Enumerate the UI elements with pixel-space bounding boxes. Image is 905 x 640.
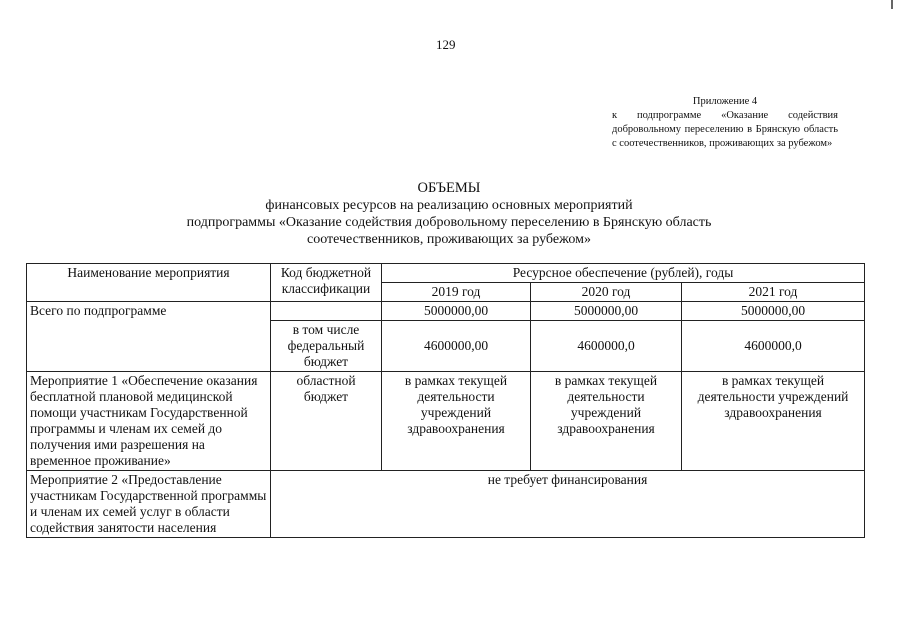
document-heading [150,180,748,248]
appendix-text: к подпрограмме «Оказание содействия добровольному переселению в Брянскую область с соотечественников, проживающих за рубежом» [612,110,838,149]
heading-line-3: соотечественников, проживающих за рубежом» [307,232,591,247]
header-year-2021: 2021 год [682,283,865,302]
page-number: 129 [436,37,456,52]
table-row [27,471,865,538]
appendix-note [612,95,838,151]
federal-2019: 4600000,00 [382,321,531,372]
total-2020: 5000000,00 [531,302,682,321]
total-code [271,302,382,321]
scan-artifact [891,0,893,9]
measure-1-2021: в рамках текущей деятельности учреждений здравоохранения [682,372,865,471]
measure-1-name: Мероприятие 1 «Обеспечение оказания бесплатной плановой медицинской помощи участникам Государственной программы и членам их семей до получения ими разрешения на временное проживание» [27,372,271,471]
table-row [27,302,865,321]
total-2019: 5000000,00 [382,302,531,321]
header-name: Наименование мероприятия [27,264,271,302]
total-2021: 5000000,00 [682,302,865,321]
total-label: Всего по подпрограмме [27,302,271,372]
header-code: Код бюджетной классификации [271,264,382,302]
header-year-2019: 2019 год [382,283,531,302]
heading-line-1: финансовых ресурсов на реализацию основных мероприятий [265,198,633,213]
measure-1-2019: в рамках текущей деятельности учреждений здравоохранения [382,372,531,471]
table-header-row [27,264,865,283]
measure-1-2020: в рамках текущей деятельности учреждений здравоохранения [531,372,682,471]
header-resources: Ресурсное обеспечение (рублей), годы [382,264,865,283]
measure-2-note: не требует финансирования [271,471,865,538]
federal-2020: 4600000,0 [531,321,682,372]
header-year-2020: 2020 год [531,283,682,302]
table-row [27,372,865,471]
appendix-title: Приложение 4 [692,96,758,107]
document-title: ОБЪЕМЫ [417,180,481,196]
heading-line-2: подпрограммы «Оказание содействия добровольному переселению в Брянскую область [186,215,712,230]
budget-table [26,263,865,538]
measure-2-name: Мероприятие 2 «Предоставление участникам Государственной программы и членам их семей услуг в области содействия занятости населения [27,471,271,538]
federal-budget-label: в том числе федеральный бюджет [271,321,382,372]
measure-1-code: областной бюджет [271,372,382,471]
federal-2021: 4600000,0 [682,321,865,372]
